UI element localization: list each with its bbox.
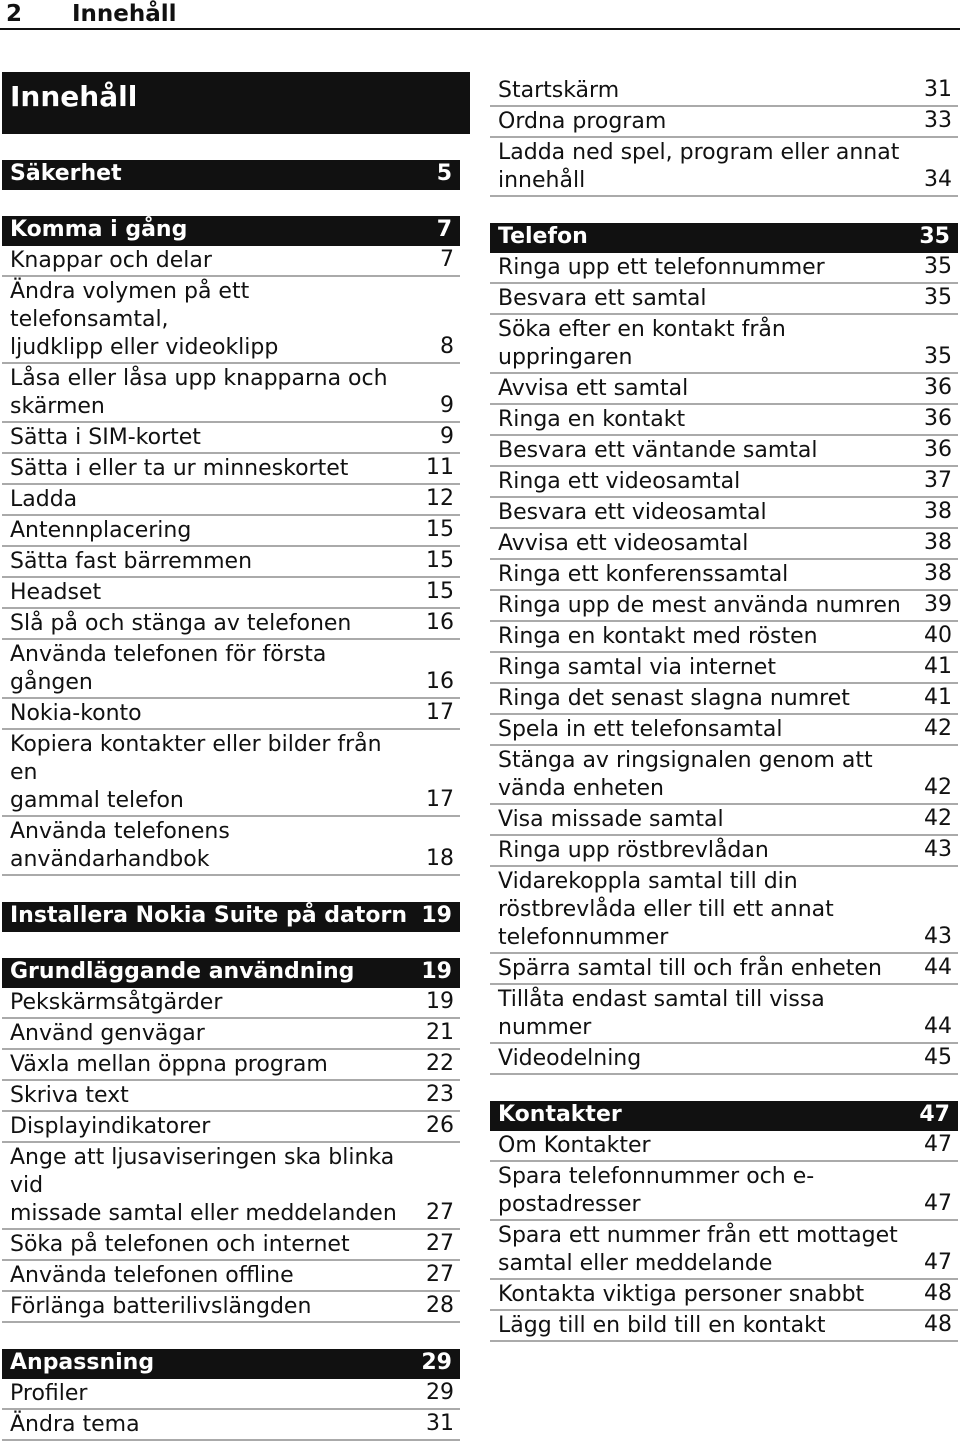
toc-entry-label: Ringa samtal via internet — [498, 655, 776, 680]
toc-entry[interactable] — [490, 1221, 958, 1280]
toc-entry-label: Söka på telefonen och internet — [10, 1232, 350, 1257]
toc-entry-label: Spara ett nummer från ett mottaget samtal eller meddelande — [498, 1223, 898, 1276]
section-heading-label: Komma i gång — [10, 217, 188, 242]
toc-entry-page: 22 — [426, 1051, 454, 1076]
toc-right-column — [490, 76, 958, 1342]
toc-entry-label: Besvara ett samtal — [498, 286, 707, 311]
toc-section-heading[interactable] — [2, 958, 460, 988]
toc-entry[interactable] — [490, 591, 958, 622]
toc-entry-page: 31 — [924, 77, 952, 102]
toc-entry[interactable] — [2, 1379, 460, 1410]
toc-entry[interactable] — [2, 277, 460, 364]
toc-entry-page: 16 — [426, 610, 454, 635]
toc-entry[interactable] — [2, 640, 460, 699]
toc-entry-page: 17 — [426, 700, 454, 725]
toc-section-heading[interactable] — [490, 223, 958, 253]
toc-entry[interactable] — [2, 1050, 460, 1081]
section-heading-page: 47 — [919, 1102, 950, 1127]
toc-entry-page: 18 — [426, 846, 454, 871]
toc-entry-page: 35 — [924, 285, 952, 310]
toc-entry-page: 33 — [924, 108, 952, 133]
toc-entry[interactable] — [490, 805, 958, 836]
toc-entry[interactable] — [2, 1143, 460, 1230]
toc-entry-page: 39 — [924, 592, 952, 617]
toc-entry-page: 45 — [924, 1045, 952, 1070]
toc-entry-page: 38 — [924, 561, 952, 586]
toc-entry[interactable] — [490, 529, 958, 560]
toc-entry-label: Nokia-konto — [10, 701, 142, 726]
toc-entry-page: 23 — [426, 1082, 454, 1107]
toc-title-bar — [2, 72, 470, 134]
toc-entry-label: Avvisa ett videosamtal — [498, 531, 749, 556]
toc-entry-label: Ringa en kontakt — [498, 407, 686, 432]
toc-entry-page: 38 — [924, 499, 952, 524]
toc-entry[interactable] — [490, 284, 958, 315]
toc-entry-page: 15 — [426, 548, 454, 573]
toc-entry-label: Avvisa ett samtal — [498, 376, 689, 401]
toc-entry[interactable] — [490, 684, 958, 715]
toc-entry-label: Profiler — [10, 1381, 88, 1406]
toc-section-heading[interactable] — [2, 902, 460, 932]
toc-section-heading[interactable] — [490, 1101, 958, 1131]
toc-entry-page: 17 — [426, 787, 454, 812]
toc-entry-label: Stänga av ringsignalen genom att vända enheten — [498, 748, 873, 801]
toc-entry-page: 19 — [426, 989, 454, 1014]
toc-entry[interactable] — [490, 1311, 958, 1342]
toc-entry[interactable] — [490, 746, 958, 805]
toc-entry-page: 28 — [426, 1293, 454, 1318]
toc-entry-label: Ringa ett konferenssamtal — [498, 562, 789, 587]
toc-entry[interactable] — [490, 315, 958, 374]
toc-entry-label: Om Kontakter — [498, 1133, 651, 1158]
toc-entry[interactable] — [490, 560, 958, 591]
toc-entry-page: 27 — [426, 1200, 454, 1225]
toc-entry-label: Antennplacering — [10, 518, 192, 543]
toc-entry[interactable] — [490, 138, 958, 197]
toc-entry-page: 27 — [426, 1231, 454, 1256]
toc-entry-label: Ringa en kontakt med rösten — [498, 624, 818, 649]
toc-entry[interactable] — [2, 423, 460, 454]
toc-entry[interactable] — [2, 988, 460, 1019]
toc-entry-label: Ringa det senast slagna numret — [498, 686, 850, 711]
toc-entry[interactable] — [490, 715, 958, 746]
toc-entry[interactable] — [2, 547, 460, 578]
page-number: 2 — [6, 1, 23, 27]
toc-entry-page: 12 — [426, 486, 454, 511]
toc-entry-label: Förlänga batterilivslängden — [10, 1294, 312, 1319]
section-heading-page: 5 — [436, 161, 452, 186]
toc-entry-page: 44 — [924, 1014, 952, 1039]
toc-title: Innehåll — [10, 80, 138, 113]
toc-entry[interactable] — [490, 836, 958, 867]
toc-entry[interactable] — [490, 467, 958, 498]
toc-entry[interactable] — [490, 1131, 958, 1162]
toc-entry-label: Växla mellan öppna program — [10, 1052, 328, 1077]
toc-entry-label: Ladda — [10, 487, 78, 512]
toc-entry-page: 48 — [924, 1312, 952, 1337]
toc-entry-page: 42 — [924, 716, 952, 741]
toc-entry[interactable] — [490, 985, 958, 1044]
toc-entry[interactable] — [490, 622, 958, 653]
toc-entry[interactable] — [2, 516, 460, 547]
section-heading-label: Installera Nokia Suite på datorn — [10, 903, 407, 928]
running-title: Innehåll — [72, 1, 177, 27]
toc-entry[interactable] — [490, 253, 958, 284]
toc-entry[interactable] — [490, 954, 958, 985]
toc-entry[interactable] — [2, 578, 460, 609]
toc-left-column — [2, 160, 460, 1441]
toc-entry-label: Använda telefonens användarhandbok — [10, 819, 230, 872]
toc-entry-page: 34 — [924, 167, 952, 192]
toc-entry-page: 41 — [924, 654, 952, 679]
toc-entry-label: Ladda ned spel, program eller annat innehåll — [498, 140, 900, 193]
toc-entry-label: Sätta i SIM-kortet — [10, 425, 201, 450]
toc-entry-label: Ringa ett videosamtal — [498, 469, 741, 494]
toc-entry-label: Använd genvägar — [10, 1021, 205, 1046]
toc-entry-label: Ringa upp röstbrevlådan — [498, 838, 769, 863]
toc-entry-label: Pekskärmsåtgärder — [10, 990, 223, 1015]
toc-entry-page: 31 — [426, 1411, 454, 1436]
toc-entry-label: Söka efter en kontakt från uppringaren — [498, 317, 786, 370]
toc-entry[interactable] — [490, 436, 958, 467]
toc-entry-page: 36 — [924, 437, 952, 462]
toc-entry-page: 16 — [426, 669, 454, 694]
toc-entry[interactable] — [490, 653, 958, 684]
toc-entry[interactable] — [2, 730, 460, 817]
toc-entry-label: Tillåta endast samtal till vissa nummer — [498, 987, 825, 1040]
toc-entry-page: 36 — [924, 375, 952, 400]
toc-entry-label: Slå på och stänga av telefonen — [10, 611, 352, 636]
toc-entry[interactable] — [490, 1162, 958, 1221]
toc-entry[interactable] — [2, 454, 460, 485]
toc-entry-label: Använda telefonen för första gången — [10, 642, 327, 695]
toc-entry[interactable] — [2, 1019, 460, 1050]
toc-entry-page: 35 — [924, 254, 952, 279]
section-heading-page: 35 — [919, 224, 950, 249]
toc-section-heading[interactable] — [2, 216, 460, 246]
toc-entry[interactable] — [2, 1112, 460, 1143]
toc-entry-label: Videodelning — [498, 1046, 642, 1071]
toc-entry-page: 43 — [924, 837, 952, 862]
section-heading-page: 19 — [421, 903, 452, 928]
toc-entry-label: Spara telefonnummer och e- postadresser — [498, 1164, 815, 1217]
toc-entry-page: 11 — [426, 455, 454, 480]
toc-section-heading[interactable] — [2, 160, 460, 190]
toc-entry[interactable] — [2, 246, 460, 277]
toc-entry-page: 47 — [924, 1132, 952, 1157]
toc-entry-page: 15 — [426, 517, 454, 542]
toc-entry[interactable] — [2, 1410, 460, 1441]
toc-entry[interactable] — [490, 76, 958, 107]
toc-entry-page: 41 — [924, 685, 952, 710]
toc-entry[interactable] — [490, 107, 958, 138]
toc-entry-page: 9 — [440, 424, 454, 449]
section-heading-page: 7 — [436, 217, 452, 242]
toc-entry[interactable] — [2, 817, 460, 876]
section-heading-label: Grundläggande användning — [10, 959, 355, 984]
toc-entry-page: 43 — [924, 924, 952, 949]
toc-entry[interactable] — [2, 1261, 460, 1292]
section-heading-label: Anpassning — [10, 1350, 155, 1375]
toc-entry-page: 9 — [440, 393, 454, 418]
toc-entry-page: 35 — [924, 344, 952, 369]
toc-entry-page: 21 — [426, 1020, 454, 1045]
toc-entry-label: Spela in ett telefonsamtal — [498, 717, 783, 742]
page-header — [0, 0, 960, 30]
toc-entry-label: Knappar och delar — [10, 248, 212, 273]
toc-entry-label: Ordna program — [498, 109, 667, 134]
toc-entry-page: 36 — [924, 406, 952, 431]
toc-entry-label: Vidarekoppla samtal till din röstbrevlåda eller till ett annat telefonnummer — [498, 869, 834, 950]
toc-entry-label: Besvara ett väntande samtal — [498, 438, 818, 463]
toc-entry-page: 8 — [440, 334, 454, 359]
toc-entry-label: Låsa eller låsa upp knapparna och skärmen — [10, 366, 388, 419]
toc-entry[interactable] — [2, 609, 460, 640]
toc-entry-page: 40 — [924, 623, 952, 648]
toc-entry[interactable] — [2, 699, 460, 730]
toc-entry[interactable] — [490, 1280, 958, 1311]
toc-entry-label: Ange att ljusaviseringen ska blinka vid missade samtal eller meddelanden — [10, 1145, 397, 1226]
toc-entry-label: Ändra volymen på ett telefonsamtal, ljudklipp eller videoklipp — [10, 279, 279, 360]
toc-entry-label: Kopiera kontakter eller bilder från en gammal telefon — [10, 732, 382, 813]
toc-entry-label: Sätta fast bärremmen — [10, 549, 253, 574]
toc-entry-label: Visa missade samtal — [498, 807, 724, 832]
toc-entry-label: Ringa upp ett telefonnummer — [498, 255, 825, 280]
toc-entry-page: 47 — [924, 1191, 952, 1216]
toc-entry-label: Headset — [10, 580, 102, 605]
section-heading-label: Säkerhet — [10, 161, 122, 186]
toc-entry[interactable] — [490, 867, 958, 954]
toc-section-heading[interactable] — [2, 1349, 460, 1379]
toc-entry[interactable] — [490, 1044, 958, 1075]
toc-entry[interactable] — [2, 1081, 460, 1112]
toc-entry[interactable] — [490, 498, 958, 529]
toc-entry[interactable] — [2, 485, 460, 516]
toc-entry-page: 48 — [924, 1281, 952, 1306]
toc-entry[interactable] — [490, 374, 958, 405]
toc-entry-label: Sätta i eller ta ur minneskortet — [10, 456, 349, 481]
toc-entry-label: Använda telefonen offline — [10, 1263, 294, 1288]
section-heading-label: Telefon — [498, 224, 588, 249]
toc-entry-page: 15 — [426, 579, 454, 604]
toc-entry-label: Kontakta viktiga personer snabbt — [498, 1282, 865, 1307]
toc-entry[interactable] — [490, 405, 958, 436]
toc-entry-page: 42 — [924, 775, 952, 800]
toc-entry-page: 29 — [426, 1380, 454, 1405]
toc-entry-label: Skriva text — [10, 1083, 129, 1108]
section-heading-label: Kontakter — [498, 1102, 622, 1127]
toc-entry[interactable] — [2, 364, 460, 423]
toc-entry[interactable] — [2, 1230, 460, 1261]
toc-entry-page: 42 — [924, 806, 952, 831]
toc-entry-page: 37 — [924, 468, 952, 493]
toc-entry-page: 26 — [426, 1113, 454, 1138]
toc-entry-label: Spärra samtal till och från enheten — [498, 956, 882, 981]
toc-entry-label: Ändra tema — [10, 1412, 140, 1437]
toc-entry-page: 38 — [924, 530, 952, 555]
toc-entry-label: Besvara ett videosamtal — [498, 500, 767, 525]
toc-entry-label: Startskärm — [498, 78, 620, 103]
toc-entry-page: 27 — [426, 1262, 454, 1287]
toc-entry-page: 47 — [924, 1250, 952, 1275]
toc-entry-label: Lägg till en bild till en kontakt — [498, 1313, 826, 1338]
toc-entry-page: 44 — [924, 955, 952, 980]
toc-entry-label: Ringa upp de mest använda numren — [498, 593, 901, 618]
section-heading-page: 19 — [421, 959, 452, 984]
section-heading-page: 29 — [421, 1350, 452, 1375]
toc-entry-label: Displayindikatorer — [10, 1114, 211, 1139]
toc-entry-page: 7 — [440, 247, 454, 272]
